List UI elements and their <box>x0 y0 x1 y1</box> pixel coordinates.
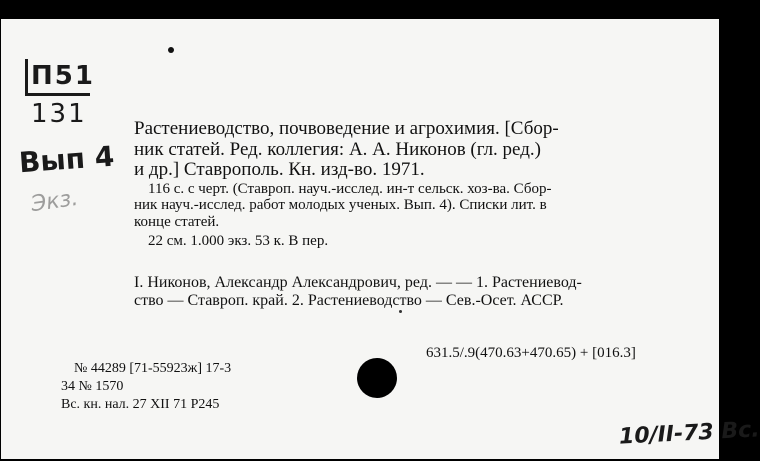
handwritten-issue-note: Вып 4 <box>17 139 116 180</box>
title-line-2: ник статей. Ред. коллегия: А. А. Никонов (гл. ред.) <box>134 139 541 160</box>
order-line-2: 34 № 1570 <box>61 379 124 394</box>
ink-dot <box>168 47 174 53</box>
classification-index: 631.5/.9(470.63+470.65) + [016.3] <box>426 345 636 361</box>
handwritten-corner-note: 10/II-73 Вс. <box>618 417 760 450</box>
punch-hole <box>357 358 397 398</box>
format-line: 22 см. 1.000 экз. 53 к. В пер. <box>148 233 329 249</box>
title-line-3: и др.] Ставрополь. Кн. изд-во. 1971. <box>134 159 425 180</box>
physical-line-1: 116 с. с черт. (Ставроп. науч.-исслед. ин-т сельск. хоз-ва. Сбор- <box>148 181 552 197</box>
order-line-1: № 44289 [71-55923ж] 17-3 <box>74 361 232 376</box>
order-line-3: Вс. кн. нал. 27 XII 71 Р245 <box>61 397 220 412</box>
headings-line-2: ство — Ставроп. край. 2. Растениеводство — Сев.-Осет. АССР. <box>134 292 564 309</box>
ink-speck <box>399 310 402 313</box>
catalog-card <box>1 19 760 459</box>
physical-line-2: ник науч.-исслед. работ молодых ученых. Вып. 4). Списки лит. в <box>134 197 547 213</box>
handwritten-faint-note: Экз. <box>29 185 80 218</box>
physical-line-3: конце статей. <box>134 214 220 230</box>
handwritten-shelf-number: 131 <box>31 99 87 129</box>
headings-line-1: I. Никонов, Александр Александрович, ред. — — 1. Растениевод- <box>134 274 582 291</box>
title-line-1: Растениеводство, почвоведение и агрохимия. [Сбор- <box>134 118 559 139</box>
handwritten-shelf-mark: П51 <box>31 61 95 91</box>
